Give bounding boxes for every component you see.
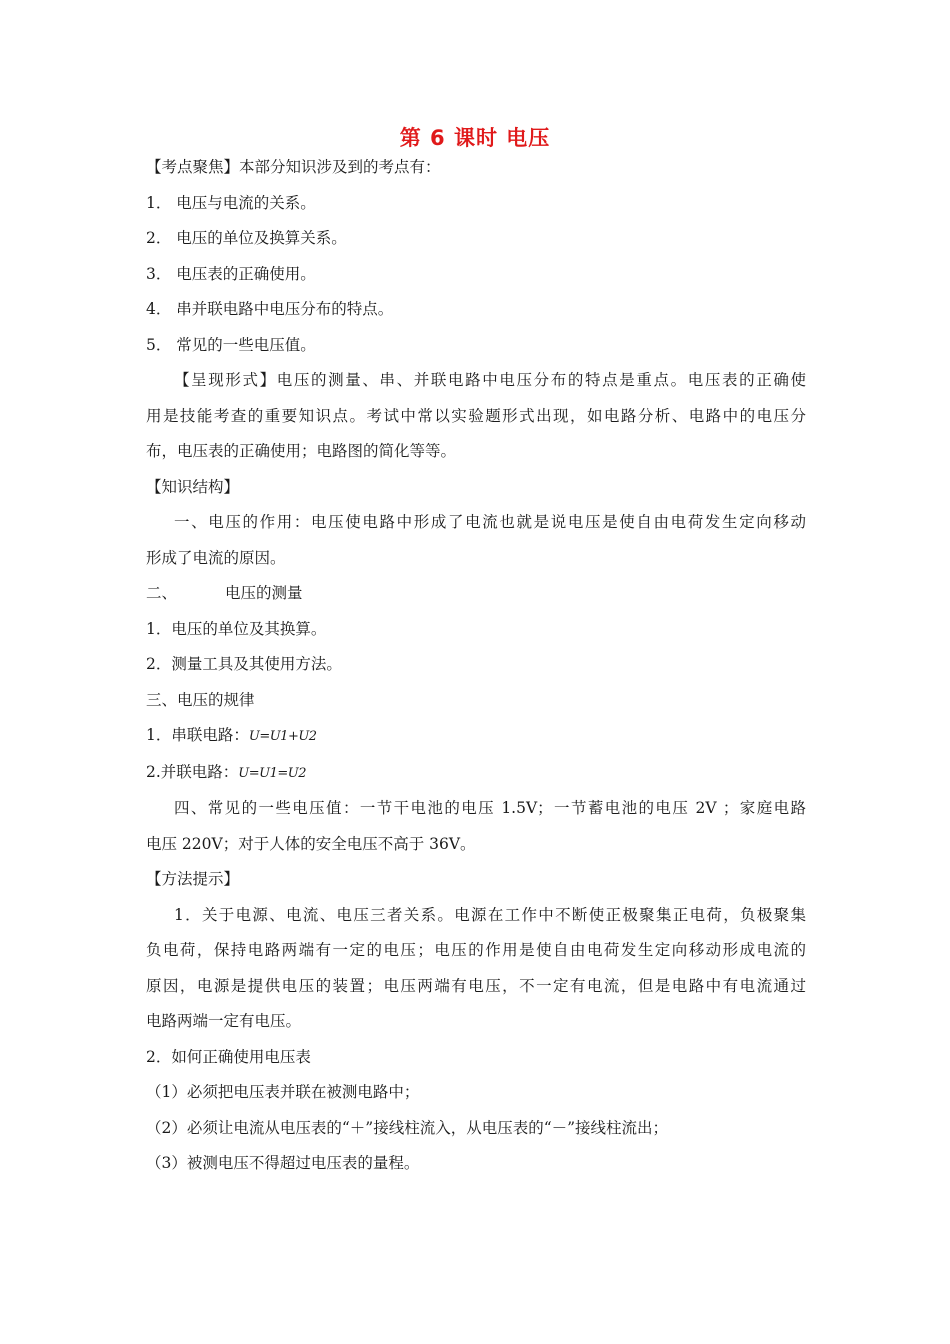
kaodian-item-4: 4． 串并联电路中电压分布的特点。 (146, 300, 394, 318)
zhishi-section-3-item-1 (146, 718, 806, 755)
fangfa-p1-line-1: 1．关于电源、电流、电压三者关系。电源在工作中不断使正极聚集正电荷，负极聚集 (174, 905, 806, 924)
fangfa-p2-heading: 2．如何正确使用电压表 (146, 1047, 311, 1066)
fangfa-p2-item-1: （1）必须把电压表并联在被测电路中； (146, 1083, 420, 1101)
fangfa-p1-line-4: 电路两端一定有电压。 (146, 1012, 302, 1030)
chengxian-line-2: 用是技能考查的重要知识点。考试中常以实验题形式出现，如电路分析、电路中的电压分 (146, 406, 806, 425)
zhishi-section-4-line-1: 四、常见的一些电压值：一节干电池的电压 1.5V；一节蓄电池的电压 2V ；家庭电路 (174, 799, 806, 817)
chengxian-line-3: 布，电压表的正确使用；电路图的简化等等。 (146, 442, 457, 460)
kaodian-item-5: 5． 常见的一些电压值。 (146, 335, 316, 354)
kaodian-item-3: 3． 电压表的正确使用。 (146, 264, 316, 283)
zhishi-section-4-line-2: 电压 220V；对于人体的安全电压不高于 36V。 (146, 834, 476, 853)
parallel-circuit-label: 2.并联电路： (146, 762, 239, 781)
zhishi-heading: 【知识结构】 (146, 477, 240, 496)
fangfa-p2-item-2: （2）必须让电流从电压表的“＋”接线柱流入，从电压表的“－”接线柱流出； (146, 1118, 669, 1137)
kaodian-heading: 【考点聚焦】本部分知识涉及到的考点有： (146, 158, 441, 176)
zhishi-section-2-title: 电压的测量 (225, 584, 303, 602)
fangfa-p1-line-2: 负电荷，保持电路两端有一定的电压；电压的作用是使自由电荷发生定向移动形成电流的 (146, 941, 806, 959)
series-circuit-formula: U=U1+U2 (248, 729, 317, 744)
fangfa-p1-line-3: 原因，电源是提供电压的装置；电压两端有电压，不一定有电流，但是电路中有电流通过 (146, 976, 806, 995)
zhishi-section-2-number: 二、 (146, 584, 178, 602)
zhishi-section-3-item-2 (146, 755, 806, 792)
chengxian-line-1: 【呈现形式】电压的测量、串、并联电路中电压分布的特点是重点。电压表的正确使 (174, 371, 806, 389)
page-title: 第 6 课时 电压 (399, 126, 551, 150)
document-body (146, 150, 806, 1182)
kaodian-item-1: 1． 电压与电流的关系。 (146, 193, 316, 212)
zhishi-section-3-heading: 三、电压的规律 (146, 690, 255, 709)
zhishi-section-2-heading (146, 576, 806, 612)
zhishi-section-1-line-1: 一、电压的作用：电压使电路中形成了电流也就是说电压是使自由电荷发生定向移动 (174, 513, 806, 531)
kaodian-item-2: 2． 电压的单位及换算关系。 (146, 229, 347, 247)
fangfa-p2-item-3: （3）被测电压不得超过电压表的量程。 (146, 1154, 420, 1172)
fangfa-heading: 【方法提示】 (146, 870, 240, 888)
zhishi-section-1-line-2: 形成了电流的原因。 (146, 548, 286, 567)
zhishi-section-2-item-1: 1．电压的单位及其换算。 (146, 619, 327, 638)
series-circuit-label: 1．串联电路： (146, 726, 249, 744)
zhishi-section-2-item-2: 2．测量工具及其使用方法。 (146, 655, 342, 673)
parallel-circuit-formula: U=U1=U2 (238, 765, 306, 781)
